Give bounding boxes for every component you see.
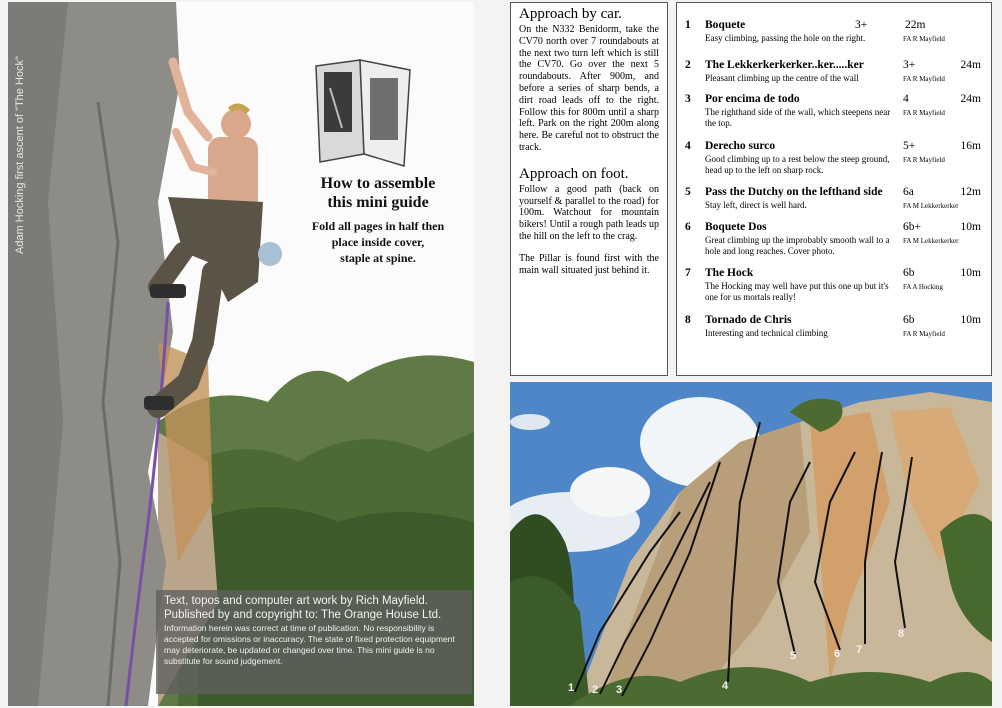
- approach-car-title: Approach by car.: [519, 6, 622, 22]
- route-label-5: 5: [790, 650, 797, 662]
- route-length: 24m: [960, 59, 981, 71]
- route-number: 3: [685, 93, 691, 105]
- routes-panel: [676, 2, 992, 376]
- route-first-ascent: FA A Hocking: [903, 283, 943, 291]
- route-description: Pleasant climbing up the centre of the wall: [705, 73, 859, 83]
- copyright-line1: Text, topos and computer art work by Rich Mayfield.: [164, 595, 428, 607]
- route-name: Pass the Dutchy on the lefthand side: [705, 186, 883, 198]
- route-description: Stay left, direct is well hard.: [705, 200, 807, 210]
- route-name: Por encima de todo: [705, 93, 800, 105]
- route-length: 24m: [960, 93, 981, 105]
- assemble-text-line2: place inside cover,: [331, 235, 425, 249]
- route-name: Tornado de Chris: [705, 314, 792, 326]
- assemble-text-line1: Fold all pages in half then: [311, 219, 445, 233]
- route-number: 7: [685, 267, 691, 279]
- assemble-text-line3: staple at spine.: [340, 251, 416, 265]
- route-grade: 3+: [903, 59, 916, 71]
- route-first-ascent: FA R Mayfield: [903, 156, 945, 164]
- route-number: 4: [685, 140, 691, 152]
- route-first-ascent: FA R Mayfield: [903, 75, 945, 83]
- approach-car-text: On the N332 Benidorm, take the CV70 north over 7 roundabouts at the next two turn left which is still the CV70. Go over the next 5 roundabouts. After 900m, and before a series of sharp bends, a dirt road leads off to the right. Follow this for 800m until a sharp left. Park on the right 200m along here. Be careful not to obstruct the track.: [519, 24, 659, 153]
- route-name: Boquete: [705, 19, 746, 31]
- route-grade: 6b: [903, 314, 915, 326]
- assembly-instructions: [296, 174, 460, 266]
- route-number: 8: [685, 314, 691, 326]
- assemble-title-line2: this mini guide: [327, 194, 429, 211]
- route-length: 22m: [905, 19, 926, 31]
- route-first-ascent: FA R Mayfield: [903, 330, 945, 338]
- cover-photo-panel: [8, 2, 474, 706]
- route-number: 5: [685, 186, 691, 198]
- booklet-icon: [312, 58, 416, 170]
- pillar-text: The Pillar is found first with the main wall situated just behind it.: [519, 252, 659, 276]
- copyright-box: [156, 590, 472, 694]
- route-name: Derecho surco: [705, 140, 776, 152]
- route-grade: 3+: [855, 19, 868, 31]
- route-grade: 6b+: [903, 221, 921, 233]
- route-label-3: 3: [616, 684, 623, 696]
- route-label-6: 6: [834, 648, 841, 660]
- route-label-8: 8: [898, 628, 905, 640]
- route-number: 6: [685, 221, 691, 233]
- route-length: 10m: [960, 314, 981, 326]
- route-name: Boquete Dos: [705, 221, 767, 233]
- route-first-ascent: FA M Lekkerkerker: [903, 237, 959, 245]
- route-grade: 6a: [903, 186, 914, 198]
- route-number: 1: [685, 19, 691, 31]
- copyright-line2: Published by and copyright to: The Orange House Ltd.: [164, 609, 442, 621]
- crag-photo: [510, 382, 992, 706]
- route-description: Interesting and technical climbing: [705, 328, 828, 338]
- route-name: The Hock: [705, 267, 754, 279]
- route-grade: 5+: [903, 140, 916, 152]
- route-length: 12m: [960, 186, 981, 198]
- approach-foot-text: Follow a good path (back on yourself & parallel to the road) for 100m. Watchout for mountain bikers! Until a rough path leads up the hill on the left to the crag.: [519, 183, 659, 242]
- route-name: The Lekkerkerkerker..ker.....ker: [705, 59, 864, 71]
- route-grade: 4: [903, 93, 909, 105]
- route-length: 10m: [960, 221, 981, 233]
- route-label-7: 7: [856, 644, 863, 656]
- route-length: 16m: [960, 140, 981, 152]
- route-description: Good climbing up to a rest below the steep ground, head up to the left on sharp rock.: [705, 154, 890, 175]
- route-length: 10m: [960, 267, 981, 279]
- assemble-title-line1: How to assemble: [320, 175, 436, 192]
- crag-topo-photo: [510, 382, 992, 706]
- approach-panel: [510, 2, 668, 376]
- approach-foot-title: Approach on foot.: [519, 165, 629, 182]
- route-grade: 6b: [903, 267, 915, 279]
- disclaimer-text: Information herein was correct at time of publication. No responsibility is accepted for omissions or inaccuracy. The state of fixed protection equipment may deteriorate, be updated or changed over time. This mini guide is no substitute for sound judgement.: [164, 623, 455, 666]
- route-description: The righthand side of the wall, which steepens near the top.: [705, 107, 891, 128]
- route-label-1: 1: [568, 682, 575, 694]
- route-description: The Hocking may well have put this one up but it's one for us mortals really!: [705, 281, 889, 302]
- route-first-ascent: FA R Mayfield: [903, 35, 945, 43]
- route-description: Great climbing up the improbably smooth wall to a hole and long reaches. Cover photo.: [705, 235, 890, 256]
- route-first-ascent: FA M Lekkerkerker: [903, 202, 959, 210]
- route-label-4: 4: [722, 680, 729, 692]
- route-first-ascent: FA R Mayfield: [903, 109, 945, 117]
- route-label-2: 2: [592, 684, 599, 696]
- route-description: Easy climbing, passing the hole on the right.: [705, 33, 866, 43]
- photo-credit-vertical: Adam Hocking first ascent of "The Hock": [14, 56, 26, 254]
- route-number: 2: [685, 59, 691, 71]
